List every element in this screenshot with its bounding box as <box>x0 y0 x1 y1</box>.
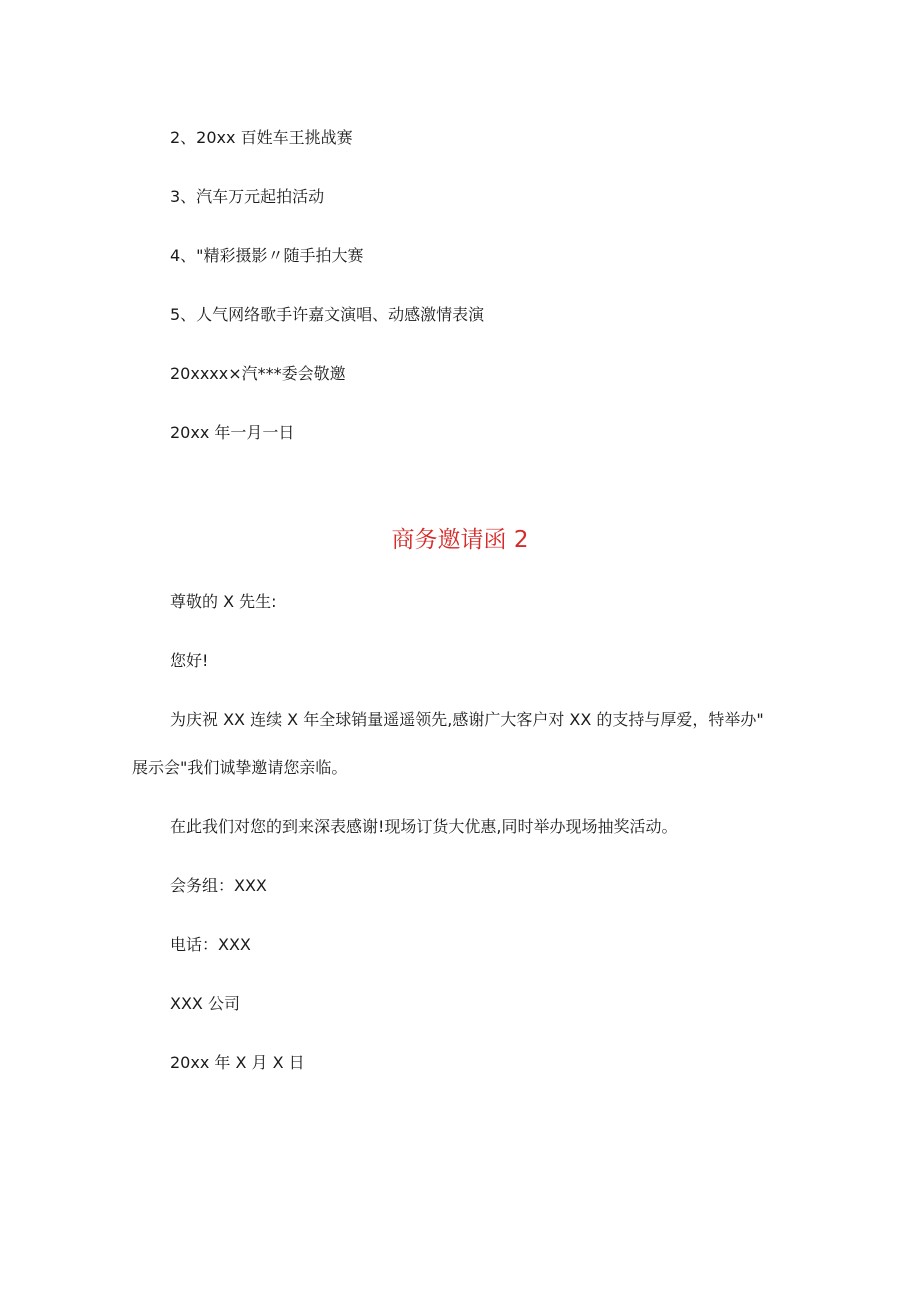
organizer-signature: 20xxxx×汽***委会敬邀 <box>170 364 346 383</box>
salutation: 尊敬的 X 先生: <box>170 592 277 611</box>
contact-phone: 电话：XXX <box>170 935 251 954</box>
company-name: XXX 公司 <box>170 994 240 1013</box>
body-paragraph-line-2: 展示会"我们诚挚邀请您亲临。 <box>132 758 348 777</box>
activity-item-3: 3、汽车万元起拍活动 <box>170 187 325 206</box>
contact-group: 会务组：XXX <box>170 876 267 895</box>
letter-date: 20xx 年 X 月 X 日 <box>170 1053 305 1072</box>
section1-date: 20xx 年一月一日 <box>170 423 295 442</box>
body-paragraph-2: 在此我们对您的到来深表感谢!现场订货大优惠,同时举办现场抽奖活动。 <box>170 817 678 836</box>
letter-title: 商务邀请函 2 <box>391 527 529 553</box>
activity-item-5: 5、人气网络歌手许嘉文演唱、动感激情表演 <box>170 305 485 324</box>
activity-item-2: 2、20xx 百姓车王挑战赛 <box>170 128 353 147</box>
body-paragraph-line-1: 为庆祝 XX 连续 X 年全球销量遥遥领先,感谢广大客户对 XX 的支持与厚爱，特举办" <box>170 710 764 729</box>
greeting: 您好! <box>170 651 209 670</box>
activity-item-4: 4、"精彩摄影〃随手拍大赛 <box>170 246 364 265</box>
